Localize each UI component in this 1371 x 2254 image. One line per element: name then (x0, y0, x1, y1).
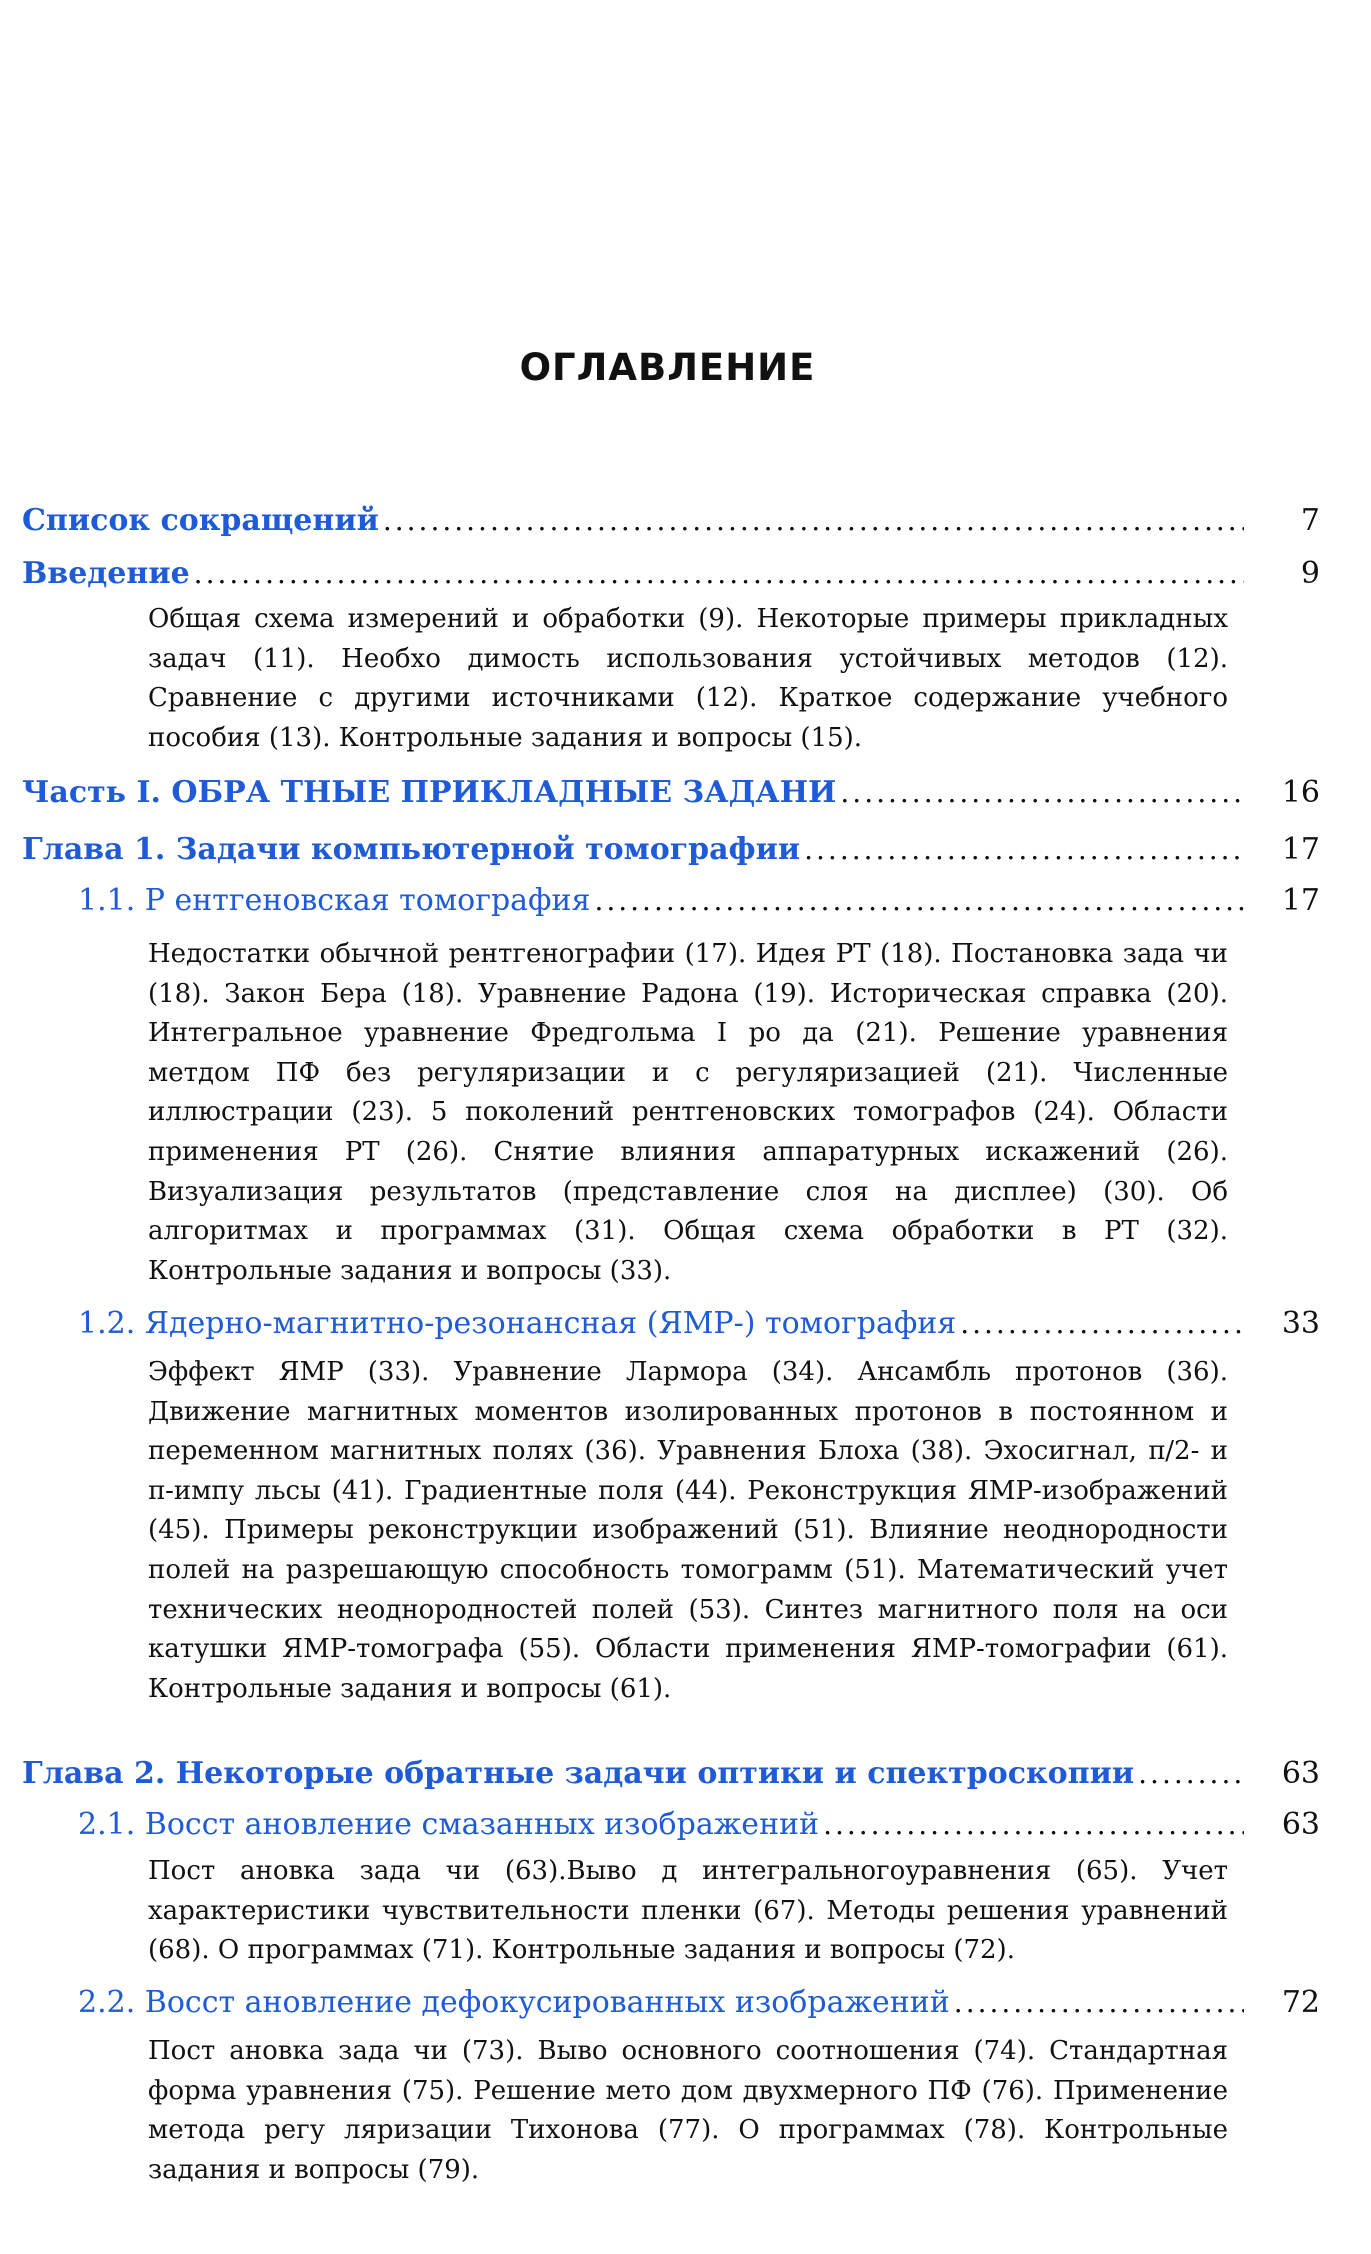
dot-leader (954, 1986, 1244, 2019)
toc-entry-abbreviations[interactable] (22, 503, 1320, 538)
toc-page-number: 63 (1281, 1756, 1320, 1791)
toc-entry-description: Общая схема измерений и обработки (9). Некоторые примеры прикладных задач (11). Необхо димость использования устойчивых методов (12). Сравнение с другими источниками (12). Краткое содержание учебного пособия (13). Контрольные задания и вопросы (15). (148, 604, 1228, 753)
toc-page-number: 16 (1281, 775, 1320, 810)
toc-page-number: 33 (1281, 1306, 1320, 1341)
toc-entry-title[interactable]: 2.2. Восст ановление дефокусированных изображений (78, 1985, 950, 2020)
dot-leader (194, 557, 1244, 590)
toc-entry-introduction[interactable] (22, 556, 1320, 591)
toc-entry-description: Пост ановка зада чи (73). Выво основного соотношения (74). Стандартная форма уравнения (75). Решение мето дом двухмерного ПФ (76). Применение метода регу ляризации Тихонова (77). О программах (78). Контрольные задания и вопросы (79). (148, 2036, 1228, 2185)
toc-entry-title[interactable]: Введение (22, 556, 190, 591)
dot-leader (840, 776, 1244, 809)
toc-entry-title[interactable]: Список сокращений (22, 503, 379, 538)
toc-page-number: 17 (1281, 883, 1320, 918)
toc-page-number: 9 (1300, 556, 1320, 591)
dot-leader (960, 1307, 1244, 1340)
toc-entry-title[interactable]: Часть I. ОБРА ТНЫЕ ПРИКЛАДНЫЕ ЗАДАНИ (22, 775, 837, 810)
toc-page-number: 63 (1281, 1807, 1320, 1842)
toc-page-number: 17 (1281, 832, 1320, 867)
dot-leader (823, 1808, 1244, 1841)
dot-leader (383, 504, 1244, 537)
page-title: ОГЛАВЛЕНИЕ (519, 346, 816, 389)
dot-leader (594, 884, 1244, 917)
toc-entry-description: Эффект ЯМР (33). Уравнение Лармора (34). Ансамбль протонов (36). Движение магнитных моментов изолированных протонов в постоянном и переменном магнитных полях (36). Уравнения Блоха (38). Эхосигнал, π/2- и π-импу льсы (41). Градиентные поля (44). Реконструкция ЯМР-изображений (45). Примеры реконструкции изображений (51). Влияние неоднородности полей на разрешающую способность томограмм (51). Математический учет технических неоднородностей полей (53). Синтез магнитного поля на оси катушки ЯМР-томографа (55). Области применения ЯМР-томографии (61). Контрольные задания и вопросы (61). (148, 1357, 1228, 1704)
dot-leader (804, 833, 1244, 866)
toc-entry-chapter-1[interactable] (22, 832, 1320, 867)
toc-entry-title[interactable]: 2.1. Восст ановление смазанных изображений (78, 1807, 820, 1842)
toc-entry-section-2-2[interactable] (78, 1985, 1320, 2020)
toc-entry-section-2-1[interactable] (78, 1807, 1320, 1842)
toc-page-number: 7 (1300, 503, 1320, 538)
toc-entry-title[interactable]: Глава 1. Задачи компьютерной томографии (22, 832, 801, 867)
toc-entry-chapter-2[interactable] (22, 1756, 1320, 1791)
toc-entry-section-1-1[interactable] (78, 883, 1320, 918)
toc-entry-part-1[interactable] (22, 775, 1320, 810)
toc-page-number: 72 (1281, 1985, 1320, 2020)
toc-entry-title[interactable]: 1.2. Ядерно-магнитно-резонансная (ЯМР-) томография (78, 1306, 957, 1341)
dot-leader (1138, 1757, 1244, 1790)
toc-entry-title[interactable]: 1.1. Р ентгеновская томография (78, 883, 591, 918)
toc-entry-description: Пост ановка зада чи (63).Выво д интегральногоуравнения (65). Учет характеристики чувствительности пленки (67). Методы решения уравнений (68). О программах (71). Контрольные задания и вопросы (72). (148, 1856, 1228, 1966)
toc-entry-title[interactable]: Глава 2. Некоторые обратные задачи оптики и спектроскопии (22, 1756, 1135, 1791)
toc-entry-description: Недостатки обычной рентгенографии (17). Идея РТ (18). Постановка зада чи (18). Закон Бера (18). Уравнение Радона (19). Историческая справка (20). Интегральное уравнение Фредгольма I ро да (21). Решение уравнения метдом ПФ без регуляризации и с регуляризацией (21). Численные иллюстрации (23). 5 поколений рентгеновских томографов (24). Области применения РТ (26). Снятие влияния аппаратурных искажений (26). Визуализация результатов (представление слоя на дисплее) (30). Об алгоритмах и программах (31). Общая схема обработки в РТ (32). Контрольные задания и вопросы (33). (148, 939, 1228, 1286)
toc-entry-section-1-2[interactable] (78, 1306, 1320, 1341)
